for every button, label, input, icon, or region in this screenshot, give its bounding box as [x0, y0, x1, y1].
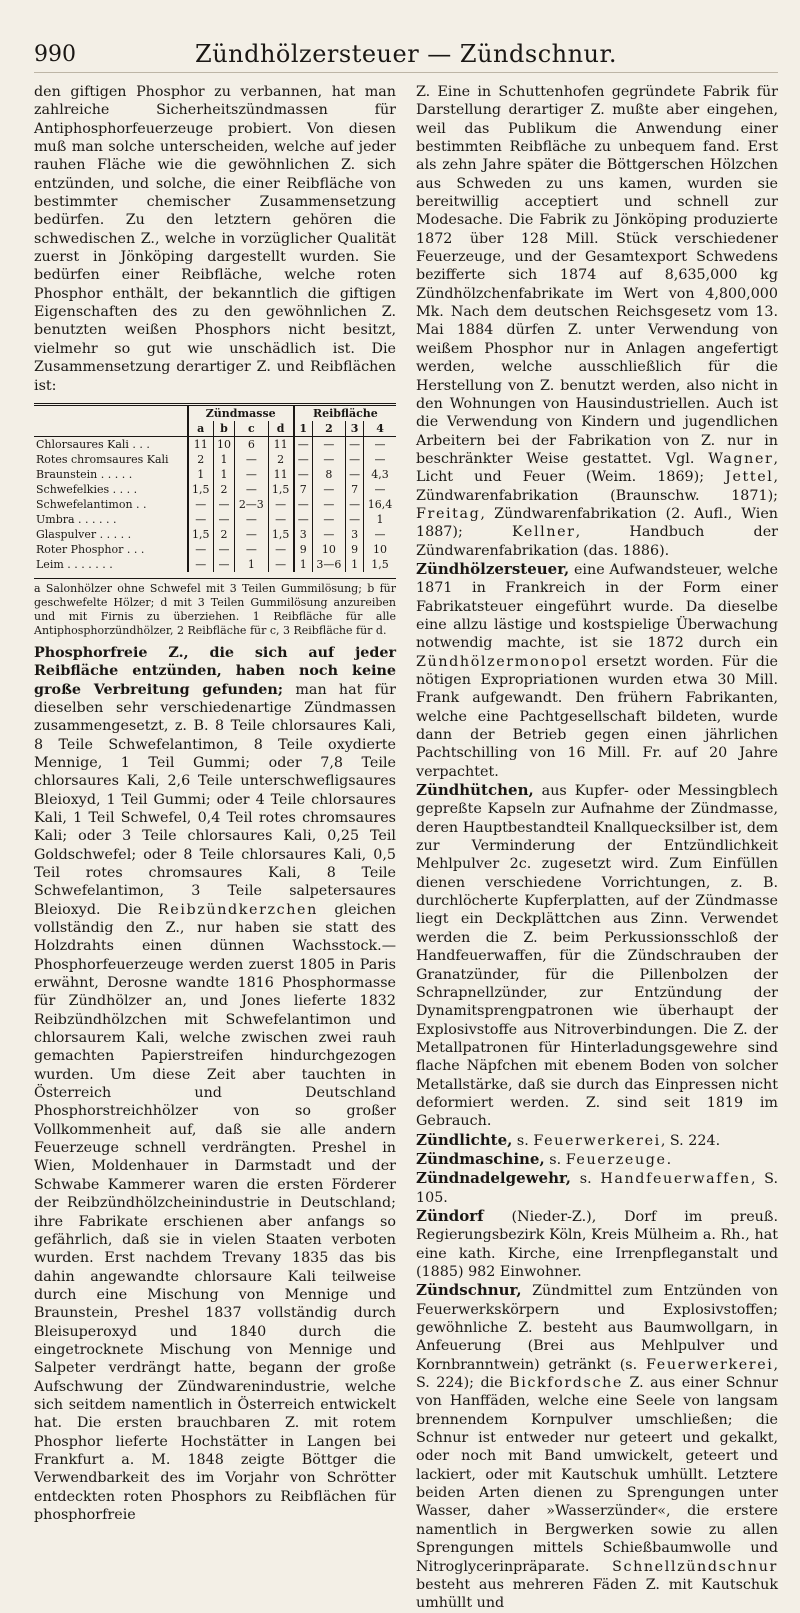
- table-cell: —: [213, 557, 234, 572]
- table-row: [34, 512, 396, 527]
- table-cell: 9: [346, 542, 364, 557]
- table-cell: —: [235, 467, 269, 482]
- cross-reference[interactable]: Feuerwerkerei: [646, 1356, 774, 1373]
- table-cell: —: [235, 512, 269, 527]
- cross-reference[interactable]: Feuerwerkerei: [533, 1132, 661, 1149]
- table-cell: —: [364, 436, 396, 452]
- entry-term: Zündschnur,: [416, 1281, 522, 1300]
- table-cell: 11: [268, 467, 294, 482]
- table-cell: 2: [213, 527, 234, 542]
- entry-term: Zündhölzersteuer,: [416, 559, 570, 578]
- ingredient-label: Schwefelantimon . .: [36, 497, 147, 511]
- table-corner: [34, 404, 188, 421]
- entry-term: Zündhütchen,: [416, 781, 534, 800]
- table-cell: —: [294, 512, 312, 527]
- ingredient-label: Umbra . . . . . .: [36, 512, 117, 526]
- table-cell: —: [312, 436, 346, 452]
- ingredient-label: Schwefelkies . . . .: [36, 482, 138, 496]
- paragraph-lead: Phosphorfreie Z., die sich auf jeder Reibfläche entzünden, haben noch keine große Verbreitung gefunden;: [34, 644, 396, 698]
- table-cell: —: [188, 512, 214, 527]
- table-cell: 6: [235, 436, 269, 452]
- table-cell: 3: [294, 527, 312, 542]
- table-cell: 1: [346, 557, 364, 572]
- table-cell: 1: [364, 512, 396, 527]
- entry-zuendhoelzersteuer: [416, 560, 778, 781]
- reference-author: Kellner: [512, 524, 576, 541]
- table-cell: —: [312, 512, 346, 527]
- entry-text: aus Kupfer- oder Messingblech gepreßte Kapseln zur Aufnahme der Zündmasse, deren Hauptbestandteil Knallquecksilber ist, dem zur Verminderung der Entzündlichkeit Mehlpulver 2c. zugesetzt wird. Zum Einfüllen dienen verschiedene Vorrichtungen, z. B. durchlöcherte Kupferplatten, auf der Zündmasse liegt ein Deckplättchen aus Zinn. Verwendet werden die Z. beim Perkussionsschloß der Handfeuerwaffen, für die Zündschrauben der Granatzünder, für die Pillenbolzen der Schrapnellzünder, zur Entzündung der Dynamitsprengpatronen wie überhaupt der Explosivstoffe aus Nitroverbindungen. Die Z. der Metallpatronen für Hinterladungsgewehre sind flache Näpfchen mit ebenem Boden von solcher Metallstärke, daß sie durch das Einpressen nicht deformiert werden. Z. sind seit 1819 im Gebrauch.: [416, 783, 778, 1130]
- entry-text-tail: besteht aus mehreren Fäden Z. mit Kautschuk umhüllt und: [416, 1576, 778, 1612]
- cross-reference[interactable]: Handfeuerwaffen: [600, 1171, 751, 1188]
- reference-text: , Zündwarenfabrikation (2. Aufl., Wien 1887);: [416, 505, 778, 541]
- entry-text-tail: ersetzt worden. Für die nötigen Expropriationen wurden etwa 30 Mill. Frank aufgewandt. Den frühern Fabrikanten, welche eine Pachtgesellschaft bildeten, wurde dann der Betrieb gegen einen jährlichen Pachtschilling von 16 Mill. Fr. auf 20 Jahre verpachtet.: [416, 653, 778, 780]
- entry-term: Zündmaschine,: [416, 1149, 545, 1168]
- table-cell: —: [346, 467, 364, 482]
- table-col-header: b: [213, 421, 234, 437]
- entry-emphasis: Zündhölzermonopol: [416, 653, 589, 670]
- table-cell: 8: [312, 467, 346, 482]
- table-cell: —: [346, 436, 364, 452]
- table-cell: 3—6: [312, 557, 346, 572]
- table-cell: —: [188, 497, 214, 512]
- table-col-header: 3: [346, 421, 364, 437]
- table-cell: 1: [235, 557, 269, 572]
- table-cell: —: [188, 542, 214, 557]
- table-cell: 2: [188, 452, 214, 467]
- table-cell: —: [235, 542, 269, 557]
- table-cell: 4,3: [364, 467, 396, 482]
- table-cell: —: [294, 436, 312, 452]
- table-cell: —: [213, 497, 234, 512]
- table-cell: 1,5: [268, 482, 294, 497]
- entry-zuendschnur: [416, 1281, 778, 1612]
- table-cell: 1: [188, 467, 214, 482]
- table-cell: —: [364, 482, 396, 497]
- table-row: [34, 557, 396, 572]
- table-cell: —: [268, 512, 294, 527]
- table-cell: —: [312, 497, 346, 512]
- table-row: [34, 497, 396, 512]
- table-row: [34, 467, 396, 482]
- entry-text-tail: , S. 105.: [416, 1171, 778, 1206]
- table-cell: 2: [213, 482, 234, 497]
- table-cell: 16,4: [364, 497, 396, 512]
- table-footnote: a Salonhölzer ohne Schwefel mit 3 Teilen Gummilösung; b für geschwefelte Hölzer; d mit 3 Teilen Gummilösung anzureiben und mit Firnis zu überziehen. 1 Reibfläche für alle Antiphosphorzündhölzer, 2 Reibfläche für c, 3 Reibfläche für d.: [34, 578, 396, 638]
- entry-term: Zündlichte,: [416, 1130, 513, 1149]
- table-cell: —: [235, 527, 269, 542]
- entry-term: Zündnadelgewehr,: [416, 1169, 572, 1188]
- entry-text-tail: .: [666, 1151, 672, 1168]
- entry-zuendnadelgewehr: [416, 1169, 778, 1207]
- table-cell: 1,5: [268, 527, 294, 542]
- table-cell: 11: [268, 436, 294, 452]
- reference-author: Freitag: [416, 505, 481, 522]
- table-cell: —: [312, 482, 346, 497]
- table-cell: —: [213, 512, 234, 527]
- table-cell: 1,5: [364, 557, 396, 572]
- table-cell: —: [312, 527, 346, 542]
- entry-emphasis: Bickfordsche: [509, 1375, 623, 1392]
- table-row: [34, 452, 396, 467]
- running-title: Zündhölzersteuer — Zündschnur.: [195, 40, 617, 68]
- table-corner-2: [34, 421, 188, 437]
- table-col-header: d: [268, 421, 294, 437]
- reference-author: Jettel: [725, 469, 774, 486]
- table-cell: —: [213, 542, 234, 557]
- table-cell: —: [312, 452, 346, 467]
- entry-text: Zündmittel zum Entzünden von Feuerwerkskörpern und Explosivstoffen; gewöhnliche Z. besteht aus Baumwollgarn, in Anfeuerung (Brei aus Mehlpulver und Kornbranntwein) getränkt (s.: [416, 1283, 778, 1373]
- entry-text: s.: [544, 1151, 566, 1168]
- table-cell: —: [346, 512, 364, 527]
- ingredient-label: Leim . . . . . . .: [36, 557, 113, 571]
- table-group-zuendmasse: Zündmasse: [188, 404, 294, 421]
- table-cell: —: [188, 557, 214, 572]
- table-cell: 2: [268, 452, 294, 467]
- reference-text: , Licht und Feuer (Weim. 1869);: [416, 450, 778, 486]
- ingredient-label: Roter Phosphor . . .: [36, 542, 145, 556]
- reference-author: Wagner: [708, 450, 774, 467]
- table-row: [34, 482, 396, 497]
- paragraph-phosphorfree: [34, 644, 396, 1525]
- right-column: [416, 83, 778, 1613]
- ingredient-label: Braunstein . . . . .: [36, 467, 133, 481]
- table-cell: 11: [188, 436, 214, 452]
- table-cell: —: [294, 497, 312, 512]
- table-cell: 1: [213, 467, 234, 482]
- table-col-header: 4: [364, 421, 396, 437]
- table-group-reibflaeche: Reibfläche: [294, 404, 396, 421]
- page-header: [34, 38, 778, 73]
- table-cell: —: [346, 497, 364, 512]
- table-cell: 10: [312, 542, 346, 557]
- table-row: [34, 542, 396, 557]
- table-cell: —: [268, 542, 294, 557]
- page-number: 990: [34, 42, 76, 67]
- ingredient-label: Rotes chromsaures Kali: [36, 452, 169, 466]
- entry-zuendlichte: [416, 1131, 778, 1150]
- table-cell: —: [364, 527, 396, 542]
- reference-text: , Handbuch der Zündwarenfabrikation (das. 1886).: [416, 524, 778, 559]
- entry-text: , S. 224); die: [416, 1356, 778, 1392]
- entry-text: Z. aus einer Schnur von Hanffäden, welche eine Seele von langsam brennendem Kornpulver umschließen; die Schnur ist entweder nur geteert und gekalkt, oder noch mit Band umwickelt, geteert und lackiert, oder mit Kautschuk umhüllt. Letztere beiden Arten dienen zu Sprengungen unter Wasser, daher »Wasserzünder«, die erstere namentlich in Bergwerken sowie zu allen Sprengungen mittels Schießbaumwolle und Nitroglycerinpräparate.: [416, 1375, 778, 1575]
- entry-emphasis: Schnellzündschnur: [612, 1558, 778, 1575]
- table-cell: 1: [213, 452, 234, 467]
- ingredient-label: Chlorsaures Kali . . .: [36, 437, 150, 451]
- table-cell: 10: [364, 542, 396, 557]
- entry-text: s.: [512, 1132, 534, 1149]
- ingredient-label: Glaspulver . . . . .: [36, 527, 132, 541]
- composition-table: [34, 403, 396, 572]
- table-row: [34, 527, 396, 542]
- table-row: [34, 436, 396, 452]
- entry-text-tail: , S. 224.: [660, 1132, 721, 1149]
- table-cell: 1,5: [188, 527, 214, 542]
- entry-text: s.: [571, 1171, 601, 1188]
- table-cell: —: [235, 452, 269, 467]
- paragraph-text-tail: gleichen vollständig den Z., nur haben sie statt des Holzdrahts einen dünnen Wachsstock.—Phosphorfeuerzeuge werden zuerst 1805 in Paris erwähnt, Derosne wandte 1816 Phosphormasse für Zündhölzer an, und Jones lieferte 1832 Reibzündhölzchen mit Schwefelantimon und chlorsaurem Kali, welche zwischen zwei rauh gemachten Papierstreifen hindurchgezogen wurden. Um diese Zeit aber tauchten in Österreich und Deutschland Phosphorstreichhölzer von so großer Vollkommenheit auf, daß sie alle andern Feuerzeuge schnell verdrängten. Preshel in Wien, Moldenhauer in Darmstadt und der Schwabe Kammerer waren die ersten Förderer der Reibzündhölzcheinindustrie in Deutschland; ihre Fabrikate erschienen aber anfangs so gefährlich, daß sie in vielen Staaten verboten wurden. Erst nachdem Trevany 1835 das bis dahin angewandte chlorsaure Kali teilweise durch eine Mischung von Mennige und Braunstein, Preshel 1837 vollständig durch Bleisuperoxyd und 1840 durch die eingetrocknete Mischung von Mennige und Salpeter verdrängt hatte, begann der große Aufschwung der Zündwarenindustrie, welche sich seitdem namentlich in Österreich entwickelt hat. Die ersten brauchbaren Z. mit rotem Phosphor lieferte Hochstätter in Langen bei Frankfurt a. M. 1848 zeigte Böttger die Verwendbarkeit des im Vorjahr von Schrötter entdeckten roten Phosphors zu Reibflächen für phosphorfreie: [34, 901, 396, 1523]
- table-cell: 2—3: [235, 497, 269, 512]
- table-cell: —: [364, 452, 396, 467]
- table-cell: 7: [346, 482, 364, 497]
- table-cell: 1: [294, 557, 312, 572]
- text-columns: [34, 83, 778, 1613]
- paragraph-text: man hat für dieselben sehr verschiedenartige Zündmassen zusammengesetzt, z. B. 8 Teile chlorsaures Kali, 8 Teile Schwefelantimon, 8 Teile oxydierte Mennige, 1 Teil Gummi; oder 7,8 Teile chlorsaures Kali, 2,6 Teile unterschwefligsaures Bleioxyd, 1 Teil Gummi; oder 4 Teile chlorsaures Kali, 1 Teil Schwefel, 0,4 Teil rotes chromsaures Kali; oder 3 Teile chlorsaures Kali, 0,25 Teil Goldschwefel; oder 8 Teile chlorsaures Kali, 0,5 Teil rotes chromsaures Kali, 8 Teile Schwefelantimon, 3 Teile salpetersaures Bleioxyd. Die: [34, 681, 397, 918]
- table-cell: —: [294, 452, 312, 467]
- entry-zuendhuetchen: [416, 781, 778, 1131]
- table-col-header: 1: [294, 421, 312, 437]
- table-col-header: 2: [312, 421, 346, 437]
- table-cell: —: [268, 557, 294, 572]
- paragraph-antiphosphor: den giftigen Phosphor zu verbannen, hat man zahlreiche Sicherheitszündmassen für Antiphosphorfeuerzeuge probiert. Von diesen muß man solche unterscheiden, welche auf jeder rauhen Fläche wie die gewöhnlichen Z. sich entzünden, und solche, die einer Reibfläche von bestimmter chemischer Zusammensetzung bedürfen. Zu den letztern gehören die schwedischen Z., welche in vorzüglicher Qualität zuerst in Jönköping dargestellt wurden. Sie bedürfen einer Reibfläche, welche roten Phosphor enthält, der bekanntlich die giftigen Eigenschaften des zu den gewöhnlichen Z. benutzten weißen Phosphors nicht besitzt, vielmehr so gut wie unschädlich ist. Die Zusammensetzung derartiger Z. und Reibflächen ist:: [34, 84, 396, 394]
- table-col-header: a: [188, 421, 214, 437]
- entry-text: eine Aufwandsteuer, welche 1871 in Frankreich in der Form einer Fabrikatsteuer eingeführt wurde. Da dieselbe eine allzu lästige und kostspielige Überwachung notwendig machte, ist sie 1872 durch ein: [416, 561, 778, 652]
- table-col-header: c: [235, 421, 269, 437]
- entry-zuendmaschine: [416, 1150, 778, 1169]
- table-cell: 1,5: [188, 482, 214, 497]
- paragraph-text: Z. Eine in Schuttenhofen gegründete Fabrik für Darstellung derartiger Z. mußte aber eingehen, weil das Publikum die Anwendung einer bestimmten Reibfläche zu unbequem fand. Erst als zehn Jahre später die Böttgerschen Hölzchen aus Schweden zu uns kamen, wurden sie bereitwillig acceptiert und schnell zur Modesache. Die Fabrik zu Jönköping produzierte 1872 über 128 Mill. Stück verschiedener Feuerzeuge, und der Gesamtexport Schwedens bezifferte sich 1874 auf 8,635,000 kg Zündhölzchenfabrikate im Wert von 4,800,000 Mk. Nach dem deutschen Reichsgesetz vom 13. Mai 1884 dürfen Z. unter Verwendung von weißem Phosphor nur in Anlagen angefertigt werden, welche ausschließlich für die Herstellung von Z. benutzt werden, also nicht in den Wohnungen von Hausindustriellen. Auch ist die Verwendung von Kindern und jugendlichen Arbeitern bei der Fabrikation von Z. nur in beschränkter Weise gestattet. Vgl.: [416, 84, 778, 467]
- reference-text: , Zündwarenfabrikation (Braunschw. 1871);: [416, 469, 778, 504]
- table-cell: —: [235, 482, 269, 497]
- entry-text: (Nieder-Z.), Dorf im preuß. Regierungsbezirk Köln, Kreis Mülheim a. Rh., hat eine kath. Kirche, eine Irrenpfleganstalt und (1885) 982 Einwohner.: [416, 1208, 778, 1280]
- table-cell: —: [346, 452, 364, 467]
- table-cell: 3: [346, 527, 364, 542]
- entry-zuendorf: [416, 1207, 778, 1281]
- table-cell: —: [294, 467, 312, 482]
- term-reibzuendkerzchen: Reibzündkerzchen: [157, 901, 318, 918]
- table-cell: 10: [213, 436, 234, 452]
- paragraph-continuation: [416, 83, 778, 560]
- table-cell: 7: [294, 482, 312, 497]
- table-cell: —: [268, 497, 294, 512]
- cross-reference[interactable]: Feuerzeuge: [565, 1151, 667, 1168]
- left-column: [34, 83, 396, 1613]
- table-cell: 9: [294, 542, 312, 557]
- entry-term: Zündorf: [416, 1206, 484, 1225]
